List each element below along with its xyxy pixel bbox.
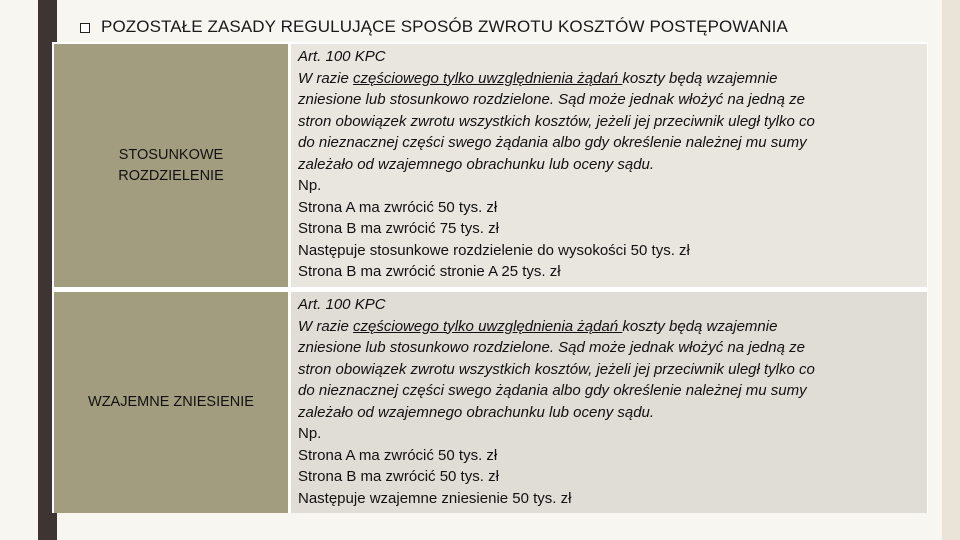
quote-text: koszty będą wzajemnie [622,69,778,87]
example-line: Następuje stosunkowe rozdzielenie do wysokości 50 tys. zł [298,241,690,259]
label-cell-wzajemne [54,292,288,513]
quote-line: stron obowiązek zwrotu wszystkich kosztów, jeżeli jej przeciwnik uległ tylko co [298,360,815,378]
table-row [52,290,928,513]
article-ref: Art. 100 KPC [298,296,386,313]
quote-line [298,316,923,338]
table-row [52,42,928,287]
quote-line: do nieznacznej części swego żądania albo gdy określenie należnej mu sumy [298,134,807,151]
quote-text: W razie [298,69,354,87]
example-line: Strona A ma zwrócić 50 tys. zł [298,446,498,464]
quote-line: zależało od wzajemnego obrachunku lub oceny sądu. [298,403,655,421]
content-table [52,42,928,513]
quote-underlined: częściowego tylko uwzględnienia żądań [353,317,623,335]
quote-text: koszty będą wzajemnie [622,317,778,335]
quote-underlined: częściowego tylko uwzględnienia żądań [353,69,623,87]
example-line: Strona A ma zwrócić 50 tys. zł [298,198,498,216]
quote-line: stron obowiązek zwrotu wszystkich kosztów, jeżeli jej przeciwnik uległ tylko co [298,112,815,130]
label-text: WZAJEMNE ZNIESIENIE [88,394,254,410]
quote-line [298,68,923,90]
example-line: Strona B ma zwrócić stronie A 25 tys. zł [298,263,561,280]
description-cell [291,292,927,513]
checkbox-square-icon [80,23,90,33]
description-cell [291,44,927,287]
label-text: ROZDZIELENIE [118,167,224,184]
quote-text: W razie [298,317,354,335]
label-cell-stosunkowe [54,44,288,287]
slide-title: POZOSTAŁE ZASADY REGULUJĄCE SPOSÓB ZWROTU KOSZTÓW POSTĘPOWANIA [101,17,788,36]
example-line: Strona B ma zwrócić 75 tys. zł [298,220,499,237]
example-line: Następuje wzajemne zniesienie 50 tys. zł [298,489,572,507]
article-ref: Art. 100 KPC [298,48,386,65]
quote-line: do nieznacznej części swego żądania albo gdy określenie należnej mu sumy [298,382,807,399]
quote-line: zniesione lub stosunkowo rozdzielone. Sąd może jednak włożyć na jedną ze [298,91,805,108]
right-accent-bar [942,0,960,540]
example-label: Np. [298,177,322,194]
label-text: STOSUNKOWE [118,146,224,163]
quote-line: zniesione lub stosunkowo rozdzielone. Sąd może jednak włożyć na jedną ze [298,339,805,356]
slide-title-row [80,14,788,40]
example-line: Strona B ma zwrócić 50 tys. zł [298,468,499,485]
quote-line: zależało od wzajemnego obrachunku lub oceny sądu. [298,155,655,173]
example-label: Np. [298,425,322,442]
